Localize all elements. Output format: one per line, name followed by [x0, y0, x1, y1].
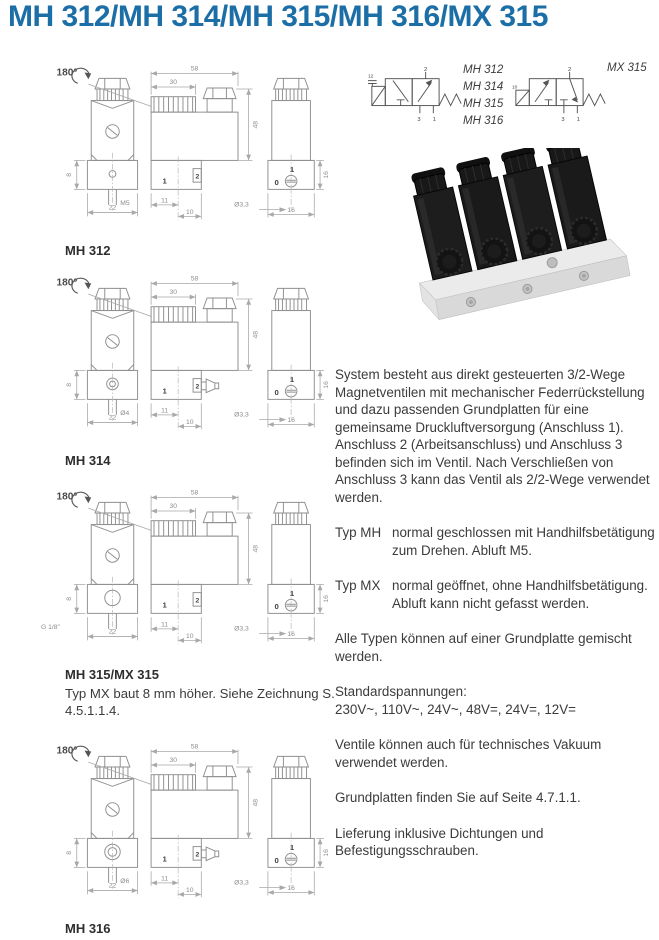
svg-text:10: 10: [185, 633, 194, 640]
svg-text:1: 1: [289, 165, 295, 174]
svg-text:1: 1: [162, 600, 167, 610]
svg-text:2: 2: [424, 66, 428, 73]
valve-drawing-svg: [33, 484, 331, 652]
svg-text:11: 11: [161, 407, 169, 415]
valve-drawing-svg: [33, 60, 331, 228]
svg-text:Ø4: Ø4: [120, 409, 130, 417]
svg-text:10: 10: [185, 887, 194, 894]
svg-text:8: 8: [65, 383, 73, 387]
svg-text:2: 2: [195, 851, 200, 859]
svg-text:12: 12: [368, 74, 374, 80]
svg-text:48: 48: [252, 120, 260, 129]
side-view: [66, 78, 138, 216]
type-row-mx: [335, 577, 659, 612]
svg-text:22: 22: [108, 882, 117, 890]
delivery-paragraph: Lieferung inklusive Dichtungen und Befestigungsschrauben.: [335, 825, 544, 858]
svg-text:8: 8: [65, 597, 73, 601]
svg-text:G 1/8": G 1/8": [41, 623, 60, 631]
svg-text:11: 11: [161, 197, 169, 205]
front-view: [151, 66, 259, 221]
svg-text:1: 1: [289, 589, 295, 598]
svg-text:1: 1: [162, 386, 167, 396]
mixed-paragraph: Alle Typen können auf einer Grundplatte gemischt werden.: [335, 631, 632, 664]
model-label: MH 316: [463, 115, 504, 127]
svg-text:22: 22: [108, 628, 117, 636]
svg-text:16: 16: [287, 207, 295, 215]
symbol-model-list: [463, 62, 503, 130]
barb-fitting: [201, 379, 218, 393]
drawing-note: Typ MX baut 8 mm höher. Siehe Zeichnung S. 4.5.1.1.4.: [65, 686, 335, 718]
voltages-block: [335, 683, 659, 718]
svg-text:Ø3,3: Ø3,3: [234, 201, 249, 209]
svg-text:58: 58: [190, 489, 199, 497]
model-label: MH 312: [463, 64, 504, 76]
front-view: [151, 276, 259, 431]
svg-text:180°: 180°: [56, 745, 78, 757]
svg-text:8: 8: [65, 851, 73, 855]
svg-text:180°: 180°: [56, 277, 78, 289]
svg-text:10: 10: [512, 85, 518, 91]
svg-text:16: 16: [322, 171, 330, 179]
type-label: Typ MH: [335, 525, 382, 540]
svg-text:11: 11: [161, 875, 169, 883]
front-view: [151, 490, 259, 645]
type-row-mh: [335, 524, 659, 559]
model-label: MH 315: [463, 98, 504, 110]
svg-text:2: 2: [195, 383, 200, 391]
page-title: MH 312/MH 314/MH 315/MH 316/MX 315: [8, 0, 548, 33]
svg-text:16: 16: [322, 595, 330, 603]
svg-text:Ø3,3: Ø3,3: [234, 879, 249, 887]
svg-text:3: 3: [417, 116, 421, 123]
svg-text:30: 30: [169, 757, 178, 765]
type-label: Typ MX: [335, 578, 381, 593]
svg-text:48: 48: [252, 544, 260, 553]
drawing-mh-312: [33, 60, 338, 258]
valve-drawing-svg: [33, 738, 331, 906]
svg-text:16: 16: [322, 381, 330, 389]
svg-text:2: 2: [568, 66, 572, 73]
svg-text:11: 11: [161, 621, 169, 629]
drawing-mh-314: [33, 270, 338, 468]
drawing-caption: MH 316: [65, 921, 111, 936]
svg-text:Ø3,3: Ø3,3: [234, 625, 249, 633]
svg-text:0: 0: [274, 178, 279, 188]
svg-text:1: 1: [162, 854, 167, 864]
svg-text:10: 10: [185, 419, 194, 426]
model-label-mx: MX 315: [607, 62, 647, 74]
svg-text:16: 16: [287, 631, 295, 639]
description-column: [335, 366, 659, 878]
circuit-symbols-section: [366, 56, 659, 148]
svg-text:1: 1: [289, 843, 295, 852]
intro-paragraph: System besteht aus direkt gesteuerten 3/2-Wege Magnetventilen mit mechanischer Federrückstellung und dazu passenden Grundplatten für eine gemeinsame Druckluftversorgung (Anschluss 1). Anschluss 2 (Arbeitsanschluss) und Anschluss 3 befinden sich im Ventil. Nach Verschließen von Anschluss 3 kann das Ventil als 2/2-Wege verwendet werden.: [335, 367, 650, 505]
baseplates-paragraph: Grundplatten finden Sie auf Seite 4.7.1.1.: [335, 790, 581, 805]
svg-text:1: 1: [162, 176, 167, 186]
svg-text:1: 1: [432, 116, 436, 123]
drawing-caption: MH 315/MX 315: [65, 667, 159, 682]
svg-text:2: 2: [195, 173, 200, 181]
pneumatic-symbol-mh-icon: [368, 64, 466, 126]
drawing-mh-315-mx-315: [33, 484, 338, 719]
drawing-caption: MH 314: [65, 453, 111, 468]
svg-text:16: 16: [322, 849, 330, 857]
svg-text:Ø3,3: Ø3,3: [234, 411, 249, 419]
svg-text:30: 30: [169, 79, 178, 87]
vacuum-paragraph: Ventile können auch für technisches Vakuum verwendet werden.: [335, 737, 602, 770]
type-text: normal geschlossen mit Handhilfsbetätigung zum Drehen. Abluft M5.: [392, 525, 655, 558]
type-text: normal geöffnet, ohne Handhilfsbetätigung. Abluft kann nicht gefasst werden.: [392, 578, 648, 611]
front-view: [151, 744, 259, 899]
voltages-title: Standardspannungen:: [335, 684, 467, 699]
svg-text:1: 1: [289, 375, 295, 384]
svg-text:2: 2: [195, 597, 200, 605]
svg-text:30: 30: [169, 503, 178, 511]
valve-drawing-svg: [33, 270, 331, 438]
svg-text:16: 16: [287, 885, 295, 893]
svg-text:22: 22: [108, 204, 117, 212]
svg-text:30: 30: [169, 289, 178, 297]
svg-text:10: 10: [185, 209, 194, 216]
drawing-caption: MH 312: [65, 243, 111, 258]
barb-fitting: [201, 847, 218, 861]
product-photo-valve-manifold: [398, 148, 642, 340]
side-view: [41, 502, 138, 640]
drawing-mh-316: [33, 738, 338, 936]
side-view: [66, 288, 138, 426]
side-view: [66, 756, 138, 894]
svg-text:0: 0: [274, 388, 279, 398]
svg-text:0: 0: [274, 602, 279, 612]
svg-text:22: 22: [108, 414, 117, 422]
svg-text:16: 16: [287, 417, 295, 425]
pneumatic-symbol-mx-icon: [512, 64, 610, 126]
voltages-list: 230V~, 110V~, 24V~, 48V=, 24V=, 12V=: [335, 701, 576, 717]
svg-text:8: 8: [65, 173, 73, 177]
svg-text:180°: 180°: [56, 491, 78, 503]
svg-text:48: 48: [252, 330, 260, 339]
svg-text:58: 58: [190, 65, 199, 73]
svg-text:M5: M5: [120, 199, 130, 207]
svg-text:0: 0: [274, 856, 279, 866]
svg-text:3: 3: [561, 116, 565, 123]
svg-text:Ø6: Ø6: [120, 877, 130, 885]
svg-text:58: 58: [190, 743, 199, 751]
svg-text:48: 48: [252, 798, 260, 807]
svg-text:180°: 180°: [56, 67, 78, 79]
svg-text:1: 1: [576, 116, 580, 123]
model-label: MH 314: [463, 81, 504, 93]
svg-text:58: 58: [190, 275, 199, 283]
